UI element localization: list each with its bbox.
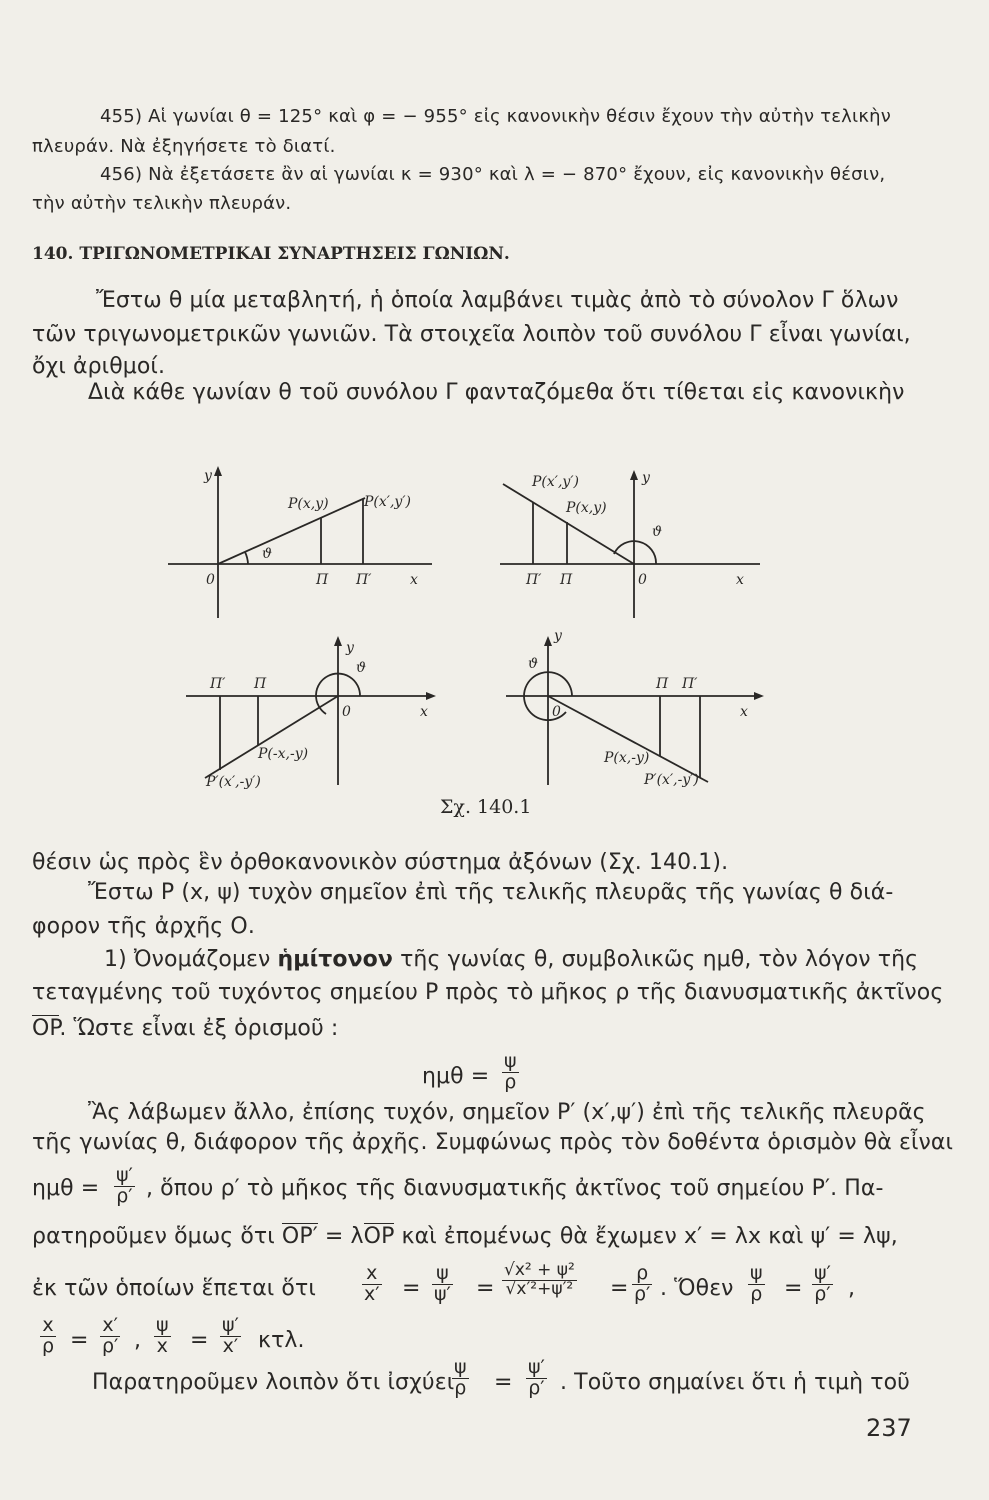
l7-f1-num: ψ (454, 1356, 467, 1378)
l5-f2-den: ψ′ (434, 1282, 451, 1305)
vector-op-2: OP (363, 1224, 395, 1249)
label-pi-3: Π (254, 676, 267, 692)
para3-line2: Ἔστω P (x, ψ) τυχὸν σημεῖον ἐπὶ τῆς τελικῆς πλευρᾶς τῆς γωνίας θ διά- (88, 880, 894, 905)
l5-frac-1 (362, 1264, 382, 1305)
l6-frac-3 (154, 1316, 171, 1357)
para3-line3: φορον τῆς ἀρχῆς Ο. (32, 914, 255, 939)
l5-f3-den: √x′²+ψ′² (505, 1278, 574, 1299)
label-theta-4: ϑ (528, 656, 539, 672)
l5-frac-5 (748, 1264, 765, 1305)
terminal-side-4 (548, 696, 708, 782)
vector-opp: OP′ (281, 1224, 318, 1249)
l5-f3-num: √x² + ψ² (504, 1260, 575, 1280)
label-p-3: P(-x,-y) (258, 746, 309, 762)
label-o-3: 0 (342, 704, 351, 720)
l5-f4-den: ρ′ (634, 1282, 651, 1305)
label-pi-prime-1: Π′ (356, 572, 372, 588)
para5-line4 (32, 1224, 898, 1249)
l5-f5-den: ρ (750, 1282, 763, 1305)
l5-f4-num: ρ (632, 1264, 652, 1285)
l6-frac-4 (220, 1316, 241, 1357)
para5-line2: τῆς γωνίας θ, διάφορον τῆς ἀρχῆς. Συμφώνως πρὸς τὸν δοθέντα ὁρισμὸν θὰ εἶναι (32, 1130, 954, 1155)
label-y-4: y (554, 628, 562, 644)
l5-f6-den: ρ′ (814, 1282, 831, 1305)
frac-psip: ψ′ (116, 1164, 133, 1186)
label-pp-1: P(x′,y′) (364, 494, 411, 510)
para4-line3 (32, 1016, 338, 1041)
diagram-quadrant-3 (186, 640, 432, 785)
eq-sign-2: = (476, 1276, 495, 1301)
para5-line3-rest: , ὅπου ρ′ τὸ μῆκος τῆς διανυσματικῆς ἀκτῖνος τοῦ σημείου P′. Πα- (146, 1176, 884, 1201)
para5-line7-rest: . Τοῦτο σημαίνει ὅτι ἡ τιμὴ τοῦ (560, 1370, 910, 1395)
para5-line7-a: Παρατηροῦμεν λοιπὸν ὅτι ἰσχύει (92, 1370, 455, 1395)
l5-frac-6 (812, 1264, 833, 1305)
l6-f1-den: ρ (42, 1334, 55, 1357)
eq-sign-4: = (784, 1276, 803, 1301)
figure-140-1 (0, 440, 989, 800)
label-y-2: y (642, 470, 650, 486)
eq1-num: ψ (504, 1050, 517, 1072)
para5-line4-a: ρατηροῦμεν ὅμως ὅτι (32, 1224, 282, 1249)
label-pi-4: Π (656, 676, 669, 692)
vector-op: OP (32, 1016, 60, 1041)
label-y-1: y (204, 468, 212, 484)
l5-frac-3 (502, 1262, 577, 1299)
para5-line4-mid: = λ (317, 1224, 364, 1249)
l6-frac-2 (100, 1316, 120, 1357)
label-o-1: 0 (206, 572, 215, 588)
para3-line1: θέσιν ὡς πρὸς ἓν ὀρθοκανονικὸν σύστημα ἀξόνων (Σχ. 140.1). (32, 850, 729, 875)
l6-f1-num: x (40, 1316, 56, 1337)
para5-line3-lhs: ημθ = (32, 1176, 100, 1201)
l6-f3-num: ψ (156, 1314, 169, 1336)
label-pi-prime-2: Π′ (526, 572, 542, 588)
exercise-455-line2: πλευράν. Νὰ ἐξηγήσετε τὸ διατί. (32, 136, 336, 157)
l6-f2-num: x′ (100, 1316, 120, 1337)
para4-line2: τεταγμένης τοῦ τυχόντος σημείου P πρὸς τὸ μῆκος ρ τῆς διανυσματικῆς ἀκτῖνος (32, 980, 944, 1005)
para5-line1: Ἂς λάβωμεν ἄλλο, ἐπίσης τυχόν, σημεῖον P′ (x′,ψ′) ἐπὶ τῆς τελικῆς πλευρᾶς (88, 1100, 926, 1125)
label-x-2: x (736, 572, 744, 588)
label-pp-4: P′(x′,-y′) (644, 772, 699, 788)
para4-line3-rest: . Ὥστε εἶναι ἐξ ὁρισμοῦ : (59, 1016, 339, 1041)
label-pb-2: P(x,y) (566, 500, 607, 516)
l6-f3-den: x (156, 1334, 168, 1357)
l5-frac-4 (632, 1264, 652, 1305)
label-pi-prime-4: Π′ (682, 676, 698, 692)
l6-f4-den: x′ (222, 1334, 239, 1357)
page-number: 237 (866, 1414, 912, 1442)
label-theta-3: ϑ (356, 660, 367, 676)
comma-2: , (134, 1328, 142, 1353)
eq-sign-5: = (70, 1328, 89, 1353)
l5-f6-num: ψ′ (814, 1262, 831, 1284)
l5-f2-num: ψ (432, 1264, 453, 1285)
label-x-1: x (410, 572, 418, 588)
terminal-side-3 (205, 696, 338, 778)
para5-line3-fraction (114, 1166, 135, 1207)
label-p-4: P(x,-y) (604, 750, 650, 766)
para5-line5-a: ἐκ τῶν ὁποίων ἕπεται ὅτι (32, 1276, 316, 1301)
label-pi-1: Π (316, 572, 329, 588)
eq-sign-3: = (610, 1276, 629, 1301)
exercise-455-line1: 455) Αἱ γωνίαι θ = 125° καὶ φ = − 955° εἰς κανονικὴν θέσιν ἔχουν τὴν αὐτὴν τελικὴν (100, 106, 891, 127)
figure-caption: Σχ. 140.1 (440, 796, 532, 818)
para4-line1 (104, 947, 918, 972)
label-theta-1: ϑ (262, 546, 273, 562)
label-x-4: x (740, 704, 748, 720)
l5-f1-num: x (362, 1264, 382, 1285)
ktl: κτλ. (258, 1328, 305, 1353)
l6-f2-den: ρ′ (102, 1334, 119, 1357)
label-p-1: P(x,y) (288, 496, 329, 512)
l5-f1-den: x′ (364, 1282, 380, 1305)
eq-sign-7: = (494, 1370, 513, 1395)
para1-line1: Ἔστω θ μία μεταβλητή, ἡ ὁποία λαμβάνει τιμὰς ἀπὸ τὸ σύνολον Γ ὅλων (96, 288, 899, 313)
label-o-2: 0 (638, 572, 647, 588)
l6-f4-num: ψ′ (222, 1314, 239, 1336)
l6-frac-1 (40, 1316, 56, 1357)
eq1-fraction (502, 1052, 519, 1093)
para4-line1-c: τῆς γωνίας θ, συμβολικῶς ημθ, τὸν λόγον τῆς (392, 947, 919, 972)
section-title: 140. ΤΡΙΓΩΝΟΜΕΤΡΙΚΑΙ ΣΥΝΑΡΤΗΣΕΙΣ ΓΩΝΙΩΝ. (32, 244, 510, 264)
eq-sign-6: = (190, 1328, 209, 1353)
eq-sign-1: = (402, 1276, 421, 1301)
diagram-quadrant-1 (168, 470, 432, 618)
angle-arc-2 (614, 541, 656, 564)
label-p-2: P(x′,y′) (532, 474, 579, 490)
l7-f2-num: ψ′ (528, 1356, 545, 1378)
label-o-4: 0 (552, 704, 561, 720)
label-y-3: y (346, 640, 354, 656)
l5-f5-num: ψ (750, 1262, 763, 1284)
angle-arc-1 (245, 552, 248, 564)
para5-othen: . Ὅθεν (660, 1276, 734, 1301)
label-theta-2: ϑ (652, 524, 663, 540)
diagram-quadrant-2 (500, 474, 760, 618)
comma-1: , (848, 1276, 856, 1301)
label-pp-3: P′(x′,-y′) (206, 774, 261, 790)
l5-frac-2 (432, 1264, 453, 1305)
eq1-lhs: ημθ = (422, 1064, 490, 1089)
exercise-456-line1: 456) Νὰ ἐξετάσετε ἂν αἱ γωνίαι κ = 930° καὶ λ = − 870° ἔχουν, εἰς κανονικὴν θέσιν, (100, 164, 886, 185)
eq1-den: ρ (504, 1070, 517, 1093)
l7-frac-1 (452, 1358, 469, 1399)
exercise-456-line2: τὴν αὐτὴν τελικὴν πλευράν. (32, 193, 292, 214)
para1-line3: ὄχι ἀριθμοί. (32, 354, 166, 379)
para5-line4-rest: καὶ ἐπομένως θὰ ἔχωμεν x′ = λx καὶ ψ′ = λψ, (394, 1224, 898, 1249)
l7-f2-den: ρ′ (528, 1376, 545, 1399)
term-hemitonon: ἡμίτονον (277, 947, 393, 972)
label-pi-prime-3: Π′ (210, 676, 226, 692)
frac-rhop: ρ′ (116, 1184, 133, 1207)
para4-line1-a: 1) Ὀνομάζομεν (104, 947, 278, 972)
l7-f1-den: ρ (454, 1376, 467, 1399)
l7-frac-2 (526, 1358, 547, 1399)
label-pi-2: Π (560, 572, 573, 588)
para2-line1: Διὰ κάθε γωνίαν θ τοῦ συνόλου Γ φανταζόμεθα ὅτι τίθεται εἰς κανονικὴν (88, 380, 905, 405)
para1-line2: τῶν τριγωνομετρικῶν γωνιῶν. Τὰ στοιχεῖα λοιπὸν τοῦ συνόλου Γ εἶναι γωνίαι, (32, 322, 911, 347)
label-x-3: x (420, 704, 428, 720)
